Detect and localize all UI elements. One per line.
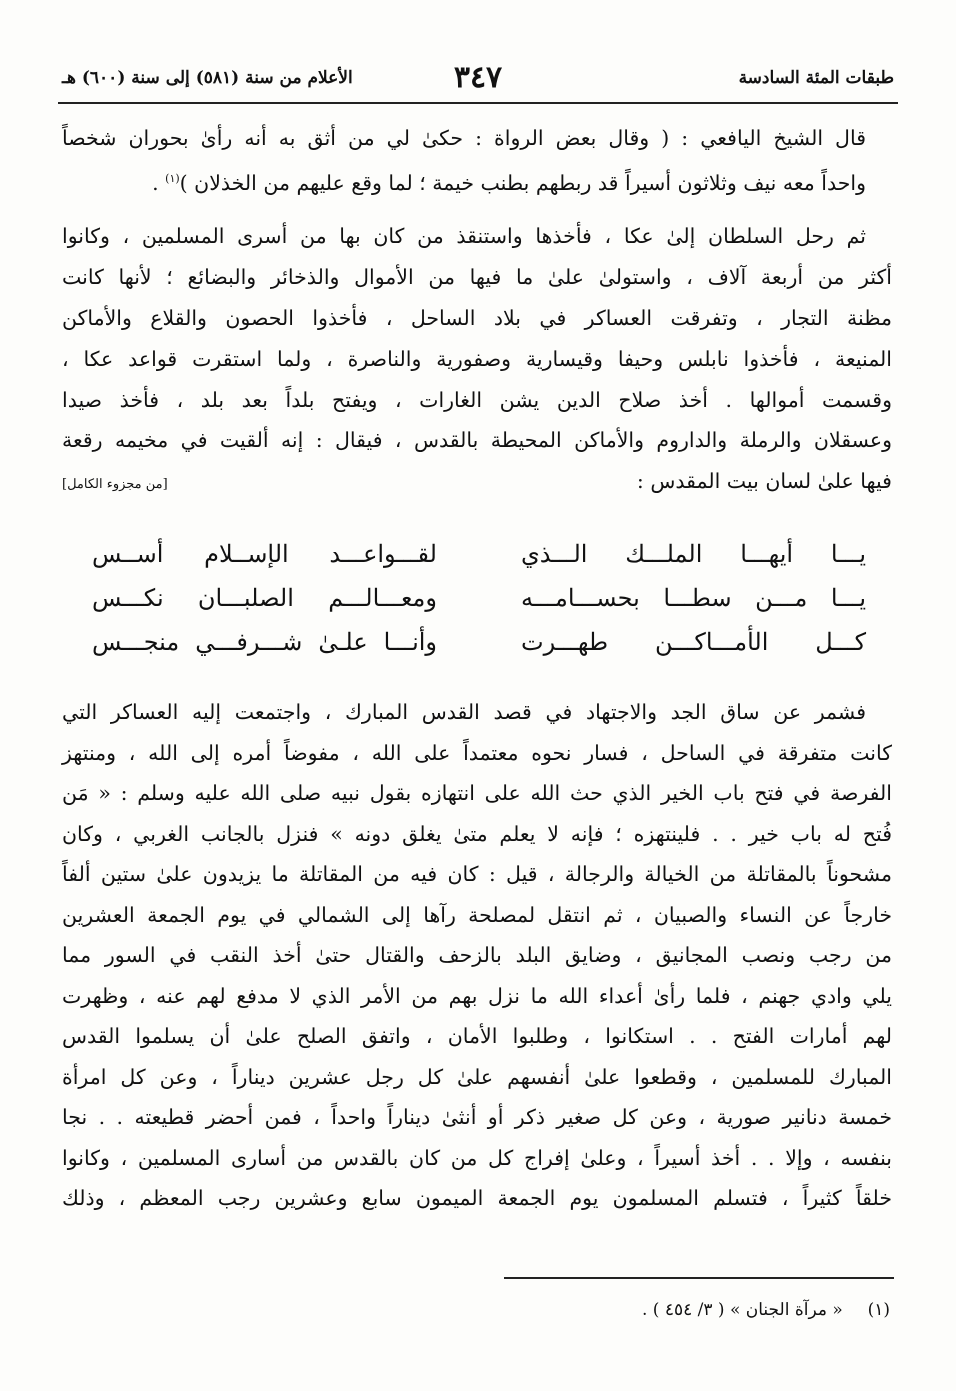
verse-first-hemistich: كـــل الأمـــاكـــن طهـــرت [521, 628, 866, 656]
meter-line [62, 461, 892, 502]
text-segment: واحداً معه نيف وثلاثون أسيراً قد ربطهم بطنب خيمة ؛ لما وقع عليهم من الخذلان ) [179, 170, 866, 195]
text-line: أكثر من أربعة آلاف ، واستولىٰ علىٰ ما فيها من الأموال والذخائر والبضائع ؛ لأنها كانت [62, 265, 892, 290]
text-line: لهم أمارات الفتح . . استكانوا ، وطلبوا الأمان ، واتفق الصلح علىٰ أن يسلموا القدس [62, 1024, 892, 1048]
text-line: المنيعة ، فأخذوا نابلس وحيفا وقيسارية وصفورية والناصرة ، ولما استقرت قواعد عكا ، [62, 346, 892, 371]
verse-first-hemistich: يـــا مـــن سطـــا بحســـامـــه [521, 584, 866, 612]
running-header [62, 62, 894, 96]
text-line: فُتح له باب خير . . فلينتهزه ؛ فإنه لا يعلم متىٰ يغلق دونه » فنزل بالجانب الغربي ، وكان [62, 821, 892, 846]
poem-verse [92, 540, 866, 584]
text-line: المبارك للمسلمين ، وقطعوا علىٰ أنفسهم علىٰ كل رجل عشرين ديناراً ، وعن كل امرأة [62, 1064, 892, 1089]
text-line: خارجاً عن النساء والصبيان ، ثم انتقل لمصلحة رآها إلى الشمالي في يوم الجمعة العشرين [62, 902, 892, 927]
text-line: من رجب ونصب المجانيق ، وضايق البلد بالزحف والقتال حتىٰ أخذ النقب في السور مما [62, 943, 892, 967]
header-section-title: الأعلام من سنة (٥٨١) إلى سنة (٦٠٠) هـ [62, 68, 353, 88]
text-line: قال الشيخ اليافعي : ( وقال بعض الرواة : حكىٰ لي من أثق به أنه رأىٰ بحوران شخصاً [62, 126, 866, 150]
text-line: بنفسه ، وإلا . . أخذ أسيراً ، وعلىٰ إفراج كل من كان بالقدس من أسارى المسلمين ، وكانوا [62, 1145, 892, 1170]
header-rule [58, 102, 898, 104]
verse-first-hemistich: يـــا أيهـــا الملـــك الـــذي [521, 540, 866, 568]
page-number: ٣٤٧ [453, 60, 503, 95]
paragraph-3 [62, 692, 892, 1219]
text-line: خمسة دنانير صورية ، وعن كل صغير ذكر أو أنثىٰ ديناراً واحداً ، فمن أحضر قطيعته . . نجا [62, 1105, 892, 1129]
footnote-marker: (١) [165, 171, 180, 185]
verse-second-hemistich: لقـــواعـــد الإســلام أســس [92, 540, 437, 568]
footnote-text: « مرآة الجنان » ( ٣/ ٤٥٤ ) . [641, 1300, 843, 1320]
text-line: مشحوناً بالمقاتلة من الخيالة والرجالة ، قيل : كان فيه من المقاتلة ما يزيدون علىٰ ستين ألفاً [62, 862, 892, 886]
text-line: مظنة التجار ، وتفرقت العساكر في بلاد الساحل ، فأخذوا الحصون والقلاع والأماكن [62, 306, 892, 331]
text-line: يلي وادي جهنم ، فلما رأىٰ أعداء الله ما نزل بهم من الأمر الذي لا مدفع لهم عنه ، وظهرت [62, 983, 892, 1008]
verse-second-hemistich: ومعـــالـــم الصلبـــان نكـــس [92, 584, 437, 612]
header-book-title: طبقات المئة السادسة [738, 68, 894, 88]
text-line [62, 159, 892, 204]
text-line: خلقاً كثيراً ، فتسلم المسلمون يوم الجمعة الميمون سابع وعشرين رجب المعظم ، وذلك [62, 1186, 892, 1210]
text-line: فيها علىٰ لسان بيت المقدس : [636, 469, 892, 494]
text-line: الفرصة في فتح باب الخير الذي حث الله على انتهازه بقول نبيه صلى الله عليه وسلم : « مَن [62, 781, 892, 805]
footnote-number: (١) [867, 1300, 890, 1320]
footnote-rule [504, 1277, 894, 1279]
paragraph-2 [62, 216, 892, 502]
text-line: وقسمت أموالها . أخذ صلاح الدين يشن الغارات ، ويفتح بلداً بعد بلد ، فأخذ صيدا [62, 387, 892, 412]
text-segment: . [152, 170, 166, 195]
body-text-bottom [62, 692, 892, 1219]
poem-verse [92, 584, 866, 628]
text-line: وعسقلان والرملة والداروم والأماكن المحيطة بالقدس ، فيقال : إنه ألقيت في مخيمه رقعة [62, 428, 892, 453]
text-line: فشمر عن ساق الجد والاجتهاد في قصد القدس المبارك ، واجتمعت إليه العساكر التي [62, 700, 866, 724]
body-text-top [62, 118, 892, 502]
poem [92, 540, 866, 672]
paragraph-1 [62, 118, 892, 203]
text-line: ثم رحل السلطان إلىٰ عكا ، فأخذها واستنقذ من كان بها من أسرى المسلمين ، وكانوا [62, 224, 866, 249]
poetic-meter-label: [من مجزوء الكامل] [62, 477, 168, 493]
text-line: كانت متفرقة في الساحل ، فسار نحوه معتمداً على الله ، مفوضاً أمره إلى الله ، ومنتهز [62, 740, 892, 765]
poem-verse [92, 628, 866, 672]
footnote [642, 1300, 890, 1320]
verse-second-hemistich: وأنـــا علـىٰ شـــرفـــي منجـــس [92, 628, 437, 656]
